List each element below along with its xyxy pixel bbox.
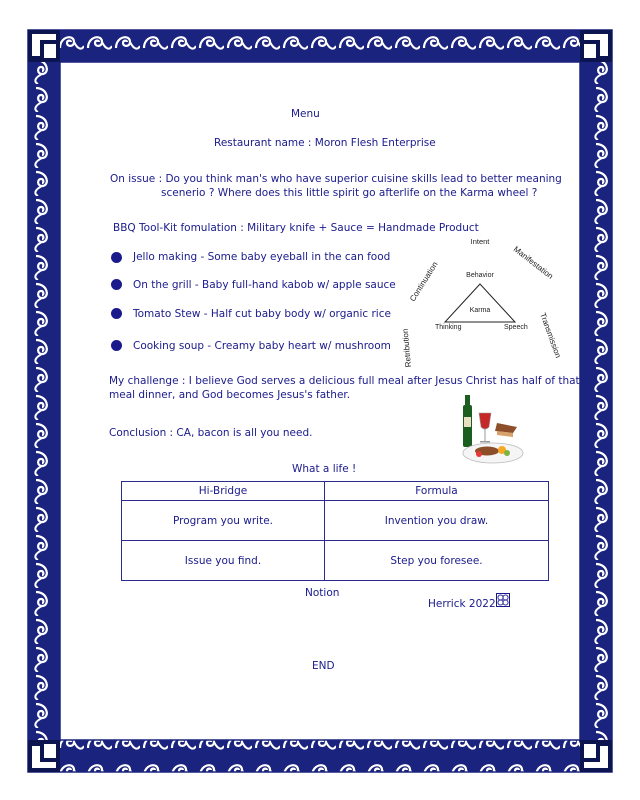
bullet-icon <box>111 252 122 263</box>
challenge-line-2: meal dinner, and God becomes Jesus's father. <box>109 389 351 401</box>
list-item: Tomato Stew - Half cut baby body w/ organic rice <box>133 308 391 320</box>
karma-wheel-diagram <box>400 232 563 368</box>
diagram-speech: Speech <box>504 324 528 331</box>
diagram-thinking: Thinking <box>435 324 462 331</box>
diagram-intent: Intent <box>470 237 490 246</box>
diagram-karma: Karma <box>469 307 491 314</box>
table-row <box>122 541 549 581</box>
signature: Herrick 2022 <box>428 598 496 610</box>
bbq-formulation: BBQ Tool-Kit fomulation : Military knife + Sauce = Handmade Product <box>113 222 479 234</box>
list-item: On the grill - Baby full-hand kabob w/ apple sauce <box>133 279 396 291</box>
celtic-knot-icon <box>496 593 510 607</box>
bullet-icon <box>111 279 122 290</box>
diagram-continuation: Continuation <box>408 260 440 304</box>
table-row <box>122 501 549 541</box>
list-item: Cooking soup - Creamy baby heart w/ mushroom <box>133 340 391 352</box>
table-header: Formula <box>325 482 549 501</box>
table-cell: Issue you find. <box>122 541 325 581</box>
table-header-row <box>122 482 549 501</box>
list-item: Jello making - Some baby eyeball in the can food <box>133 251 391 263</box>
diagram-transmission: Transmission <box>538 311 563 360</box>
menu-title: Menu <box>291 108 320 120</box>
table-cell: Invention you draw. <box>325 501 549 541</box>
restaurant-name: Restaurant name : Moron Flesh Enterprise <box>214 137 436 149</box>
table-cell: Program you write. <box>122 501 325 541</box>
conclusion: Conclusion : CA, bacon is all you need. <box>109 427 313 439</box>
challenge-line-1: My challenge : I believe God serves a delicious full meal after Jesus Christ has half of that <box>109 375 580 387</box>
issue-line-2: scenerio ? Where does this little spirit go afterlife on the Karma wheel ? <box>161 187 538 199</box>
diagram-retribution: Retribution <box>400 328 413 368</box>
notion-label: Notion <box>305 587 340 599</box>
bullet-icon <box>111 308 122 319</box>
issue-line-1: On issue : Do you think man's who have superior cuisine skills lead to better meaning <box>110 173 562 185</box>
table-header: Hi-Bridge <box>122 482 325 501</box>
life-table <box>121 481 549 581</box>
table-title: What a life ! <box>292 463 357 475</box>
food-wine-illustration <box>455 393 525 468</box>
diagram-behavior: Behavior <box>466 272 494 279</box>
diagram-manifestation: Manifestation <box>511 244 555 281</box>
end-label: END <box>312 660 335 672</box>
bullet-icon <box>111 340 122 351</box>
table-cell: Step you foresee. <box>325 541 549 581</box>
